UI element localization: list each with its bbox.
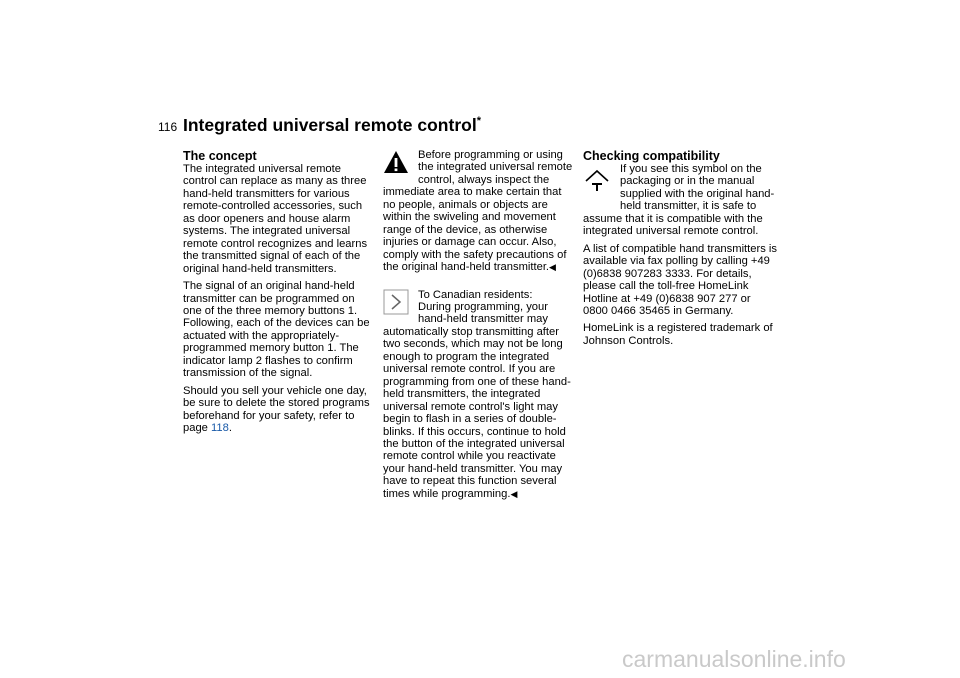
end-marker: ◀ [510,488,518,499]
homelink-house-icon [583,167,613,201]
compatibility-paragraph-2: A list of compatible hand transmitters is available via fax polling by calling +49 (0)6838 907283 3333. For details, please call the toll-free HomeLink Hotline at +49 (0)6838 907 277 or 0800 0466 35465 in Germany. [583,242,777,317]
page-reference-link[interactable]: 118 [211,422,229,435]
concept-paragraph-3-end: . [228,422,232,435]
concept-paragraph-2: The signal of an original hand-held transmitter can be programmed on one of the three memory buttons 1. Following, each of the devices can be actuated with the appropriately-programmed memory button 1. The indicator lamp 2 flashes to confirm transmission of the signal. [183,280,370,380]
optional-equipment-marker: * [476,115,481,128]
concept-paragraph-3-text: Should you sell your vehicle one day, be sure to delete the stored programs beforehand for your safety, refer to page [183,384,370,435]
canadian-note-text: During programming, your hand-held transmitter may automatically stop transmitting after two seconds, which may not be long enough to program the integrated universal remote control. If you are programming from one of these hand-held transmitters, the integrated universal remote control's light may begin to flash in a series of double-blinks. If this occurs, continue to hold the button of the integrated universal remote control while you reactivate your hand-held transmitter. You may have to repeat this function several times while programming. [383,300,571,500]
warning-paragraph [383,149,577,274]
warning-text: Before programming or using the integrated universal remote control, always inspect the immediate area to make certain that no people, animals or objects are within the swiveling and movement range of the device, as otherwise injuries or damage can occur. Also, comply with the safety precautions of the original hand-held transmitter. [383,149,573,274]
compatibility-paragraph-1: If you see this symbol on the packaging or in the manual supplied with the original hand-held transmitter, it is safe to assume that it is compatible with the integrated universal remote control. [583,163,775,238]
note-arrow-icon [383,289,411,319]
end-marker: ◀ [549,262,556,273]
section-heading-concept: The concept [183,149,257,163]
section-heading-compatibility: Checking compatibility [583,149,720,163]
canadian-note-label: To Canadian residents: [418,288,533,301]
column-notes [383,149,577,505]
column-compatibility [583,149,777,352]
watermark: carmanualsonline.info [622,646,846,672]
page-title [183,115,481,136]
concept-paragraph-3 [183,385,375,435]
page-title-text: Integrated universal remote control [183,115,477,135]
canadian-note-paragraph [383,289,577,501]
page-number: 116 [158,120,178,134]
compatibility-paragraph-3: HomeLink is a registered trademark of Johnson Controls. [583,322,773,347]
column-concept [183,149,375,440]
warning-triangle-icon [383,149,411,179]
concept-paragraph-1: The integrated universal remote control can replace as many as three hand-held transmitters for various remote-controlled accessories, such as door openers and house alarm systems. The integrated universal remote control recognizes and learns the transmitted signal of each of the original hand-held transmitters. [183,163,368,275]
